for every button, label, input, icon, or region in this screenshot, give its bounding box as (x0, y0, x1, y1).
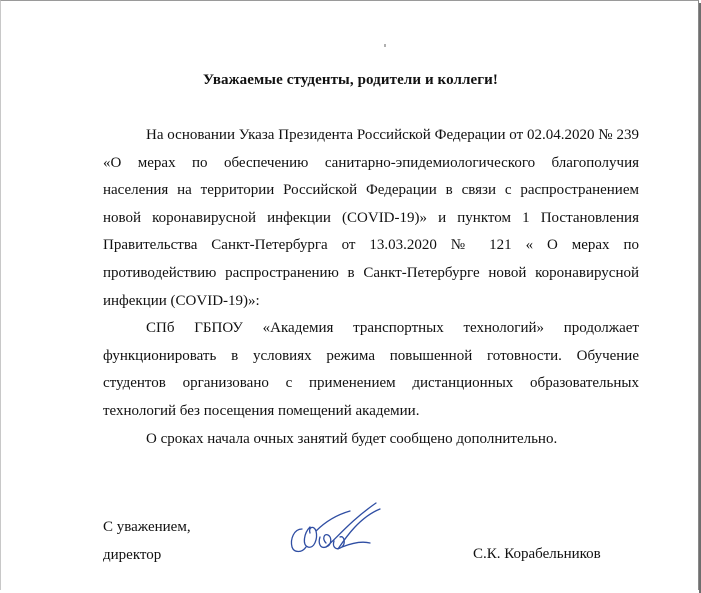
signature-image (280, 497, 384, 567)
closing-block (103, 514, 191, 569)
letter-body (103, 122, 639, 453)
signer-title: директор (103, 546, 162, 563)
paragraph-legal-basis: На основании Указа Президента Российской Федерации от 02.04.2020 № 239 «О мерах по обеспечению санитарно-эпидемиологического благополучия населения на территории Российской Федерации в связи с распространением новой коронавирусной инфекции (COVID-19)» и пунктом 1 Постановления Правительства Санкт-Петербурга от 13.03.2020 № 121 « О мерах по противодействию распространению в Санкт-Петербурге новой коронавирусной инфекции (COVID-19)»: (103, 127, 639, 309)
paragraph-schedule-notice: О сроках начала очных занятий будет сообщено дополнительно. (146, 430, 558, 447)
closing-salutation: С уважением, (103, 519, 191, 535)
scan-speck (384, 44, 386, 47)
letter-heading: Уважаемые студенты, родители и коллеги! (202, 72, 499, 88)
signer-name: С.К. Корабельников (473, 546, 601, 562)
paragraph-academy-status: СПб ГБПОУ «Академия транспортных технологий» продолжает функционировать в условиях режима повышенной готовности. Обучение студентов организовано с применением дистанционных образовательных технологий без посещения помещений академии. (103, 320, 639, 419)
